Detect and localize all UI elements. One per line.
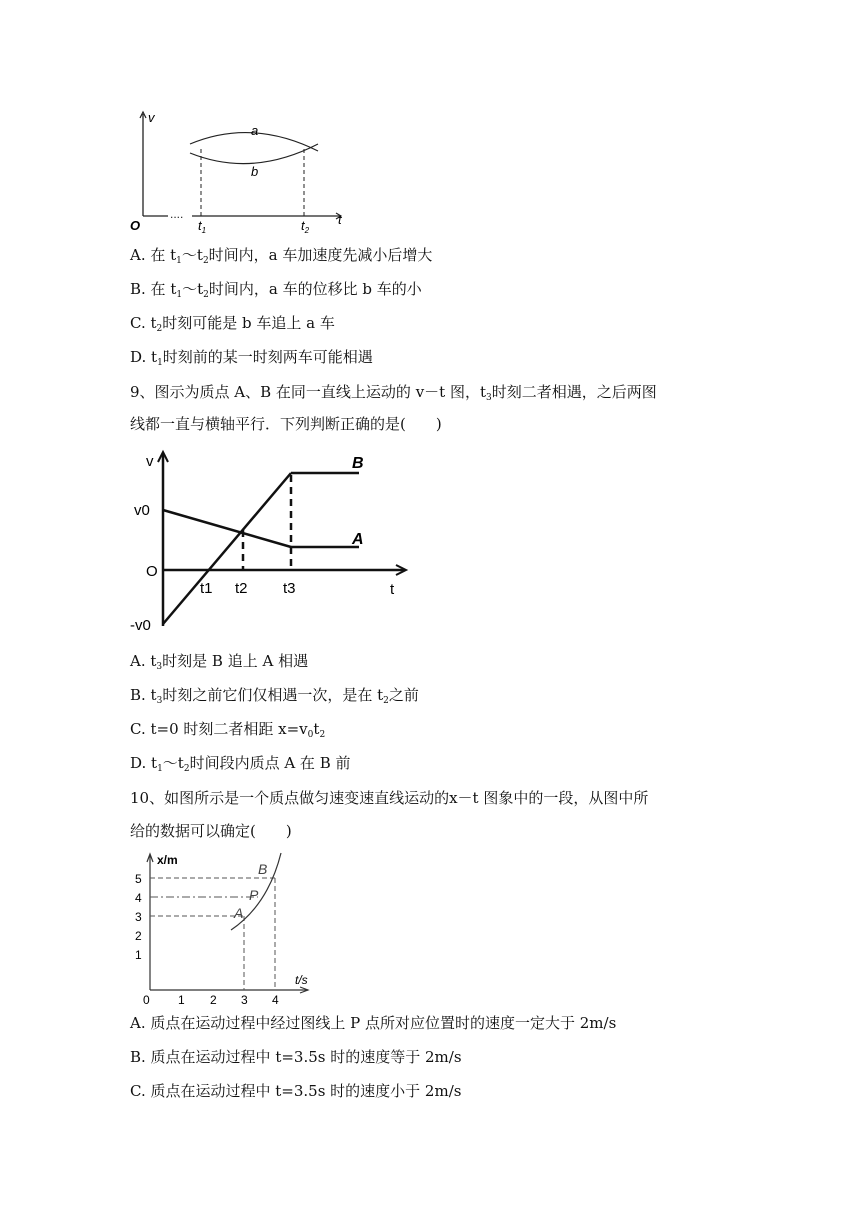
y-tick-1: 1	[135, 948, 142, 962]
x-axis-label: x/m	[157, 853, 178, 867]
t2-label: $t_2$	[301, 218, 310, 235]
curve-b-label: b	[251, 164, 259, 179]
point-P-label: P	[249, 887, 259, 903]
y-tick-5: 5	[135, 872, 142, 886]
q8-option-c: C. $t_2$时刻可能是 b 车追上 a 车	[130, 314, 335, 334]
x-tick-4: 4	[272, 993, 279, 1006]
q9-option-d: D. $t_1\sim t_2$时间段内质点 A 在 B 前	[130, 754, 351, 774]
figure-q9-vt-graph	[128, 448, 418, 644]
t-axis-label: t	[338, 212, 342, 227]
axis-break-dots: ....	[170, 207, 184, 221]
q8-option-a: A. 在 $t_1\sim t_2$时间内，a 车加速度先减小后增大	[130, 246, 433, 266]
t1-label: $t_1$	[198, 218, 207, 235]
x-tick-labels	[143, 993, 279, 1006]
x-tick-2: 2	[210, 993, 217, 1006]
q10-option-b: B. 质点在运动过程中 t=3.5s 时的速度等于 2m/s	[130, 1048, 462, 1066]
q10-option-c: C. 质点在运动过程中 t=3.5s 时的速度小于 2m/s	[130, 1082, 462, 1100]
point-B-label: B	[258, 861, 268, 877]
v-axis-label: v	[148, 110, 155, 125]
q10-stem-line2: 给的数据可以确定( )	[130, 822, 292, 840]
neg-v0-label: -v0	[130, 617, 151, 634]
curve-b	[190, 144, 318, 164]
figure-q8-vt-graph	[128, 108, 358, 236]
q10-stem-line1: 10、如图所示是一个质点做匀速变速直线运动的x－t 图象中的一段，从图中所	[130, 789, 649, 807]
y-tick-3: 3	[135, 910, 142, 924]
v0-label: v0	[134, 502, 150, 519]
t-axis-label: t/s	[295, 973, 308, 987]
point-A-label: A	[234, 905, 244, 921]
t2-label: t2	[235, 580, 248, 597]
v-axis-label: v	[146, 453, 154, 470]
line-A-falling	[163, 510, 291, 547]
origin-label: O	[146, 563, 158, 580]
x-tick-3: 3	[241, 993, 248, 1006]
q9-option-a: A. $t_3$时刻是 B 追上 A 相遇	[130, 652, 309, 672]
q9-option-c: C. t=0 时刻二者相距 $x=v_0t_2$	[130, 720, 326, 740]
y-tick-2: 2	[135, 929, 142, 943]
q9-stem-line1: 9、图示为质点 A、B 在同一直线上运动的 v－t 图，$t_3$时刻二者相遇，之后两图	[130, 383, 657, 403]
figure-q10-xt-graph	[128, 850, 328, 1006]
t-axis-label: t	[390, 581, 395, 598]
curve-a-label: a	[251, 123, 259, 138]
y-tick-labels	[135, 872, 142, 962]
t3-label: t3	[283, 580, 296, 597]
origin-label: O	[130, 218, 141, 233]
y-tick-4: 4	[135, 891, 142, 905]
q8-option-d: D. $t_1$时刻前的某一时刻两车可能相遇	[130, 348, 373, 368]
x-tick-0: 0	[143, 993, 150, 1006]
t1-label: t1	[200, 580, 213, 597]
q9-stem-line2: 线都一直与横轴平行．下列判断正确的是( )	[130, 415, 442, 433]
x-tick-1: 1	[178, 993, 185, 1006]
label-A: A	[352, 531, 364, 548]
q10-option-a: A. 质点在运动过程中经过图线上 P 点所对应位置时的速度一定大于 2m/s	[130, 1014, 617, 1032]
line-B-rising	[163, 473, 291, 624]
label-B: B	[352, 455, 364, 472]
q9-option-b: B. $t_3$时刻之前它们仅相遇一次，是在 $t_2$之前	[130, 686, 419, 706]
q8-option-b: B. 在 $t_1\sim t_2$时间内，a 车的位移比 b 车的小	[130, 280, 422, 300]
